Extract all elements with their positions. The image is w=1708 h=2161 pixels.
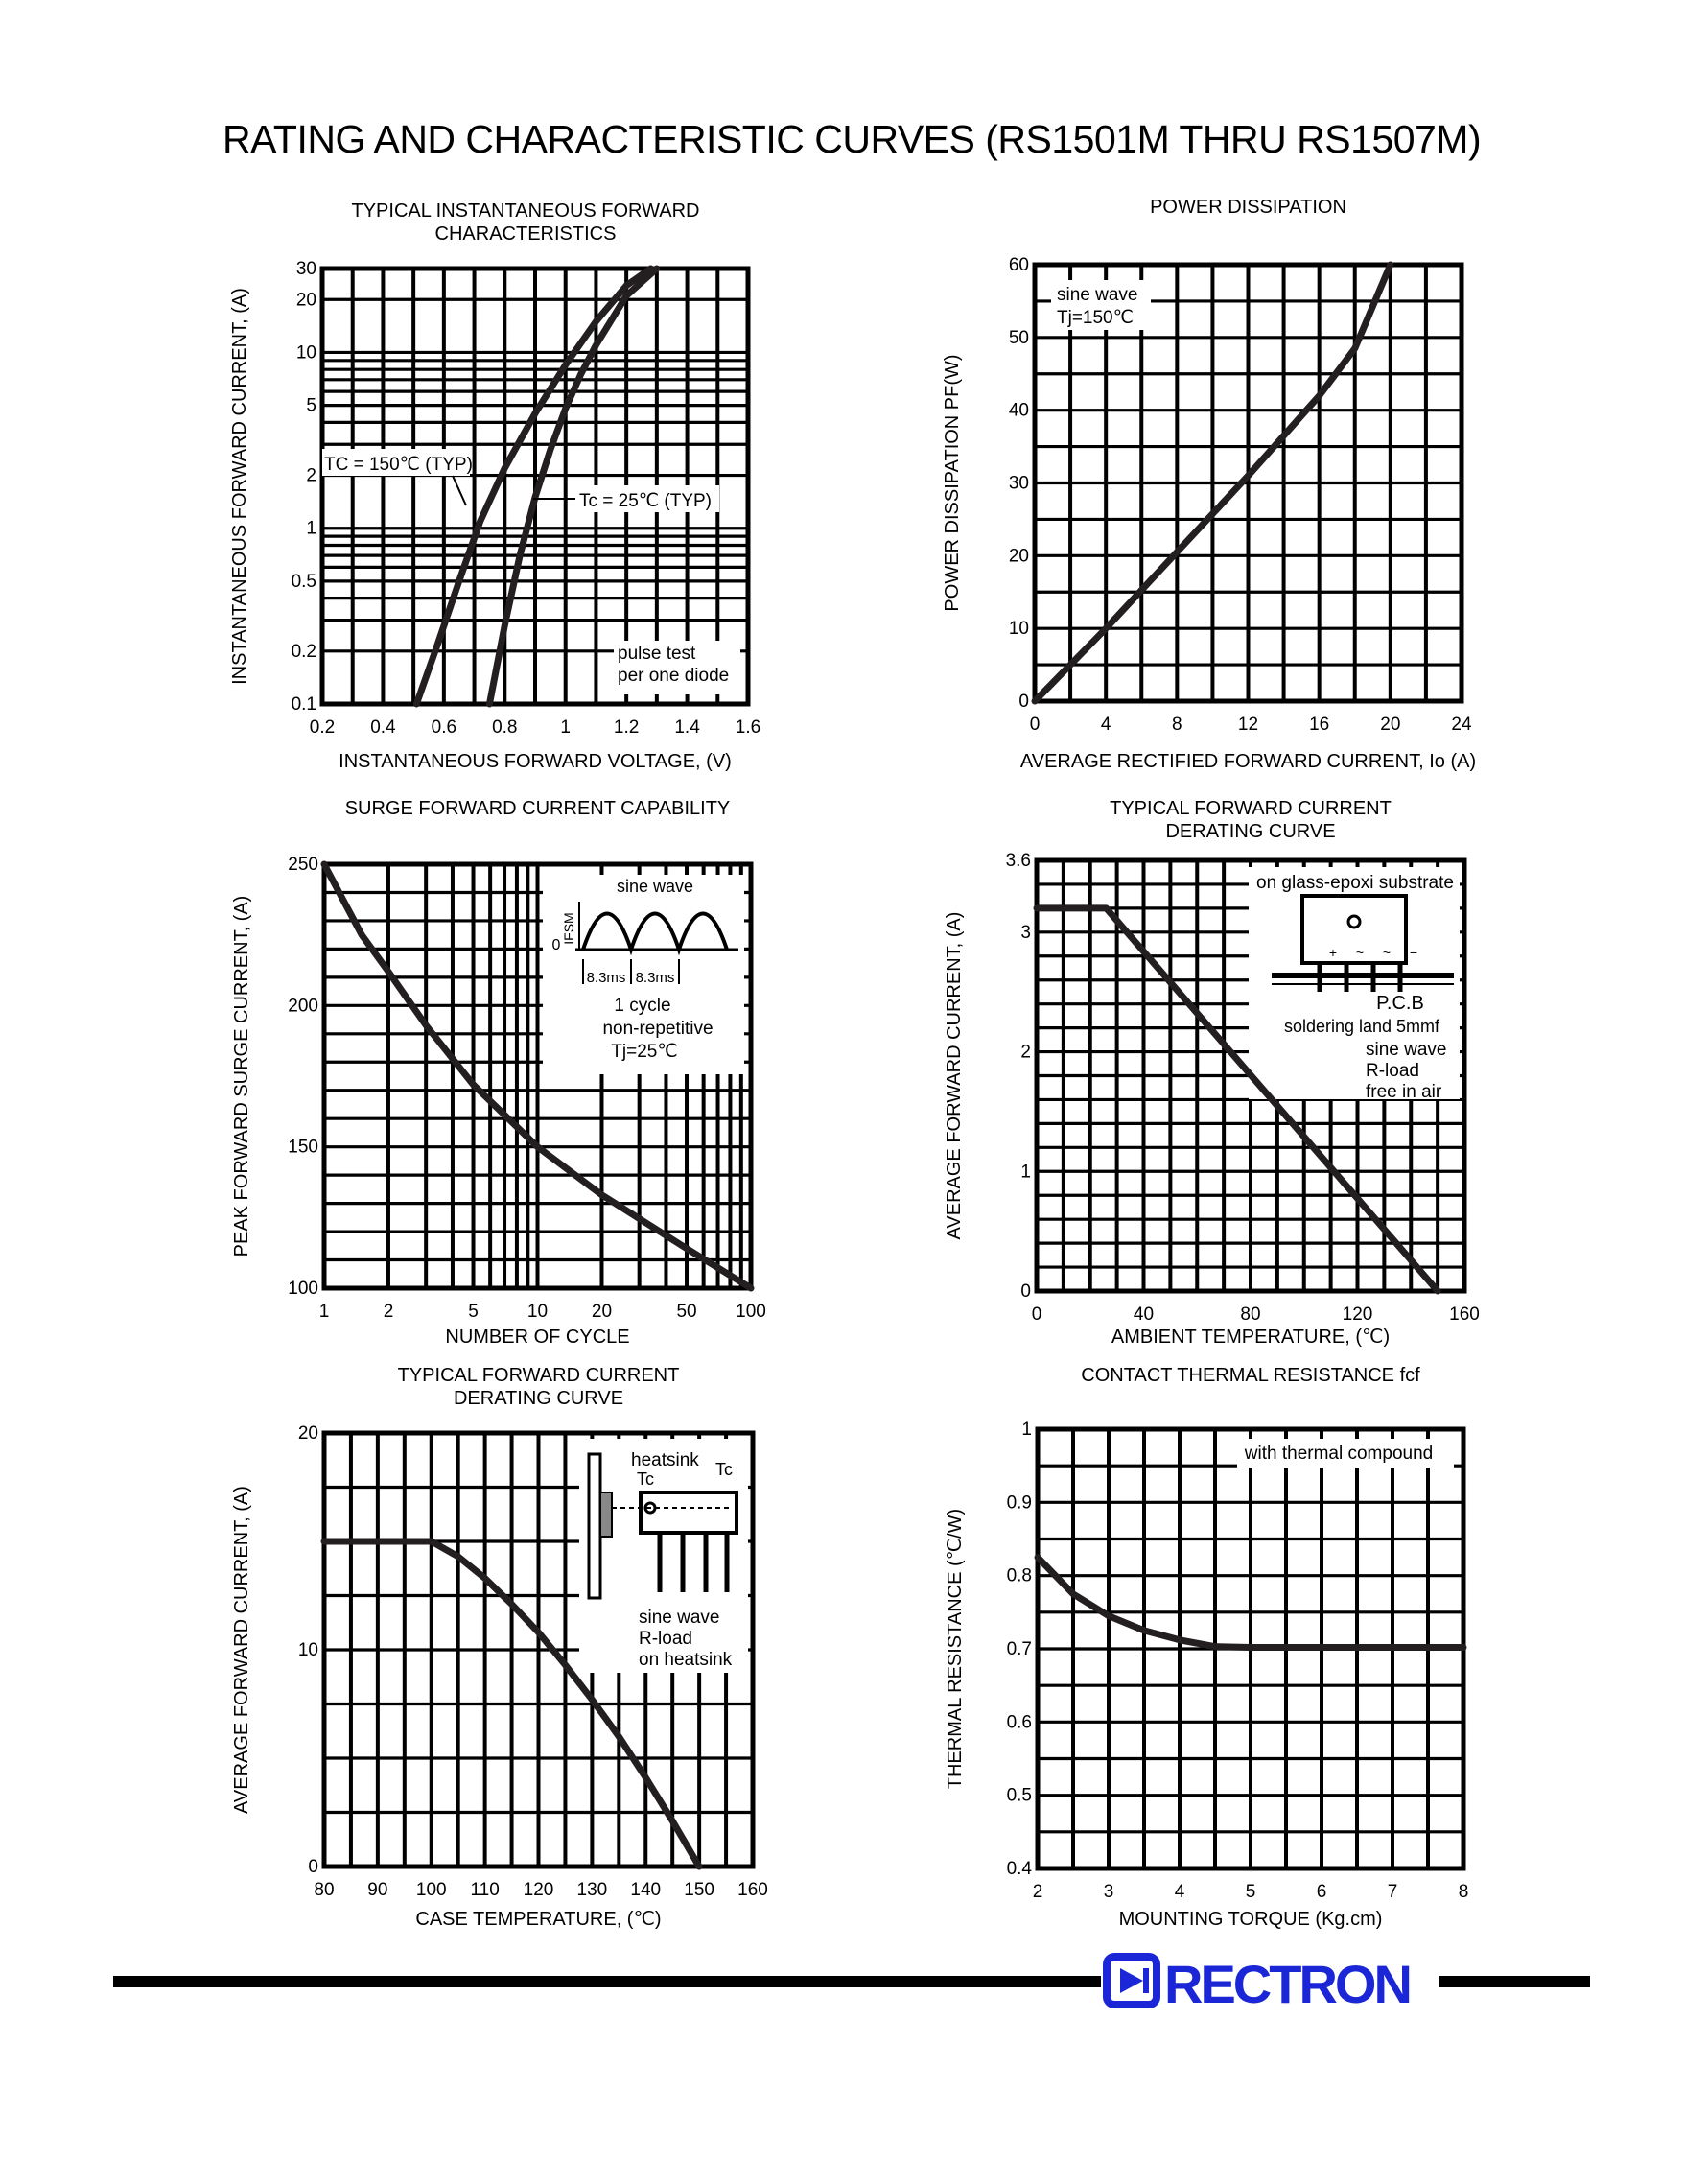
y-tick-label: 150	[288, 1137, 318, 1158]
x-tick-label: 8	[1172, 715, 1182, 735]
heatsink-icon	[600, 1492, 612, 1537]
inset-period-label: 8.3ms	[586, 970, 626, 986]
y-axis-label: THERMAL RESISTANCE (℃/W)	[945, 1508, 966, 1790]
x-tick-label: 10	[526, 1302, 549, 1322]
chart-derate_case	[231, 1365, 768, 1930]
y-tick-label: 0.5	[291, 571, 316, 592]
x-tick-label: 6	[1316, 1882, 1327, 1902]
x-tick-label: 80	[314, 1880, 335, 1900]
x-tick-label: 0	[1031, 1304, 1042, 1325]
x-axis-label: AVERAGE RECTIFIED FORWARD CURRENT, Io (A)	[1019, 751, 1477, 772]
x-tick-label: 120	[1342, 1304, 1373, 1325]
annotation: 1 cycle	[614, 996, 671, 1016]
x-tick-label: 40	[1133, 1304, 1155, 1325]
x-axis-label: CASE TEMPERATURE, (℃)	[415, 1909, 662, 1930]
y-tick-label: 200	[288, 996, 318, 1017]
y-axis-label: INSTANTANEOUS FORWARD CURRENT, (A)	[229, 288, 250, 685]
y-tick-label: 0.6	[1006, 1712, 1032, 1733]
chart-title: TYPICAL FORWARD CURRENT	[397, 1365, 680, 1386]
page-title: RATING AND CHARACTERISTIC CURVES (RS1501M THRU RS1507M)	[222, 117, 1482, 161]
chart-title: TYPICAL FORWARD CURRENT	[1110, 798, 1392, 819]
x-tick-label: 20	[1380, 715, 1401, 735]
inset-zero-label: 0	[551, 937, 561, 953]
footer-rule-right	[1439, 1976, 1590, 1987]
inset-tc-label: Tc	[637, 1469, 654, 1489]
chart-title: CONTACT THERMAL RESISTANCE fcf	[1081, 1365, 1420, 1386]
x-tick-label: 20	[591, 1302, 613, 1322]
x-tick-label: 0	[1029, 715, 1041, 735]
annotation: per one diode	[618, 666, 730, 686]
x-tick-label: 80	[1240, 1304, 1261, 1325]
x-tick-label: 120	[523, 1880, 554, 1900]
x-tick-label: 140	[630, 1880, 662, 1900]
y-tick-label: 0.1	[291, 694, 316, 715]
x-tick-label: 110	[470, 1880, 500, 1900]
x-tick-label: 160	[1449, 1304, 1480, 1325]
annotation: with thermal compound	[1244, 1444, 1434, 1464]
y-axis-label: AVERAGE FORWARD CURRENT, (A)	[231, 1486, 252, 1814]
y-tick-label: 20	[297, 1423, 318, 1444]
annotation: sine wave	[639, 1608, 720, 1628]
y-tick-label: 0	[1020, 1281, 1031, 1302]
x-tick-label: 7	[1387, 1882, 1398, 1902]
x-axis-label: NUMBER OF CYCLE	[445, 1327, 630, 1348]
y-tick-label: 40	[1008, 400, 1029, 421]
chart-title: CHARACTERISTICS	[434, 223, 617, 245]
series-label: TC = 150℃ (TYP)	[324, 455, 473, 475]
annotation: R-load	[639, 1629, 692, 1649]
x-tick-label: 2	[383, 1302, 394, 1322]
y-tick-label: 10	[1008, 619, 1029, 640]
y-tick-label: 30	[1008, 473, 1029, 494]
x-tick-label: 0.6	[431, 717, 457, 738]
y-axis-label: AVERAGE FORWARD CURRENT, (A)	[944, 911, 965, 1240]
x-tick-label: 8	[1458, 1882, 1469, 1902]
y-tick-label: 250	[288, 855, 318, 875]
y-tick-label: 50	[1008, 327, 1029, 348]
y-tick-label: 0.8	[1006, 1565, 1032, 1586]
x-tick-label: 1	[318, 1302, 330, 1322]
leader-line	[453, 476, 466, 505]
annotation: on glass-epoxi substrate	[1256, 873, 1454, 893]
y-tick-label: 20	[295, 290, 316, 311]
brand-logo	[1101, 1951, 1446, 2018]
x-tick-label: 1.2	[613, 717, 640, 738]
x-tick-label: 100	[736, 1302, 766, 1322]
y-tick-label: 1	[306, 518, 316, 539]
chart-thermal	[945, 1365, 1468, 1930]
chart-title: TYPICAL INSTANTANEOUS FORWARD	[351, 200, 700, 222]
terminal-mark: +	[1328, 945, 1338, 960]
terminal-mark: ~	[1382, 945, 1392, 960]
inset-pcb-label: P.C.B	[1376, 993, 1424, 1014]
annotation: sine wave	[1057, 285, 1138, 305]
annotation: on heatsink	[639, 1650, 733, 1670]
chart-title: DERATING CURVE	[453, 1388, 624, 1409]
annotation: Tj=25℃	[611, 1042, 678, 1062]
pcb-icon	[1272, 973, 1454, 978]
y-tick-label: 60	[1008, 255, 1029, 275]
y-tick-label: 0.9	[1006, 1492, 1032, 1514]
inset-ifsm-label: IFSM	[561, 912, 576, 945]
y-tick-label: 2	[306, 465, 316, 486]
series-label: Tc = 25℃ (TYP)	[579, 491, 713, 511]
annotation: non-repetitive	[602, 1019, 714, 1039]
x-tick-label: 1	[560, 717, 572, 738]
x-tick-label: 130	[576, 1880, 608, 1900]
x-tick-label: 1.6	[735, 717, 761, 738]
y-tick-label: 5	[306, 395, 316, 416]
x-tick-label: 5	[468, 1302, 479, 1322]
chart-surge	[231, 798, 766, 1348]
y-tick-label: 20	[1008, 546, 1029, 567]
chart-fwd	[229, 200, 760, 772]
terminal-mark: −	[1409, 945, 1418, 960]
y-tick-label: 10	[295, 342, 316, 364]
y-tick-label: 1	[1021, 1420, 1032, 1440]
x-tick-label: 1.4	[674, 717, 700, 738]
y-tick-label: 0.2	[291, 641, 316, 662]
y-tick-label: 100	[288, 1279, 318, 1299]
footer-rule	[113, 1976, 1101, 1987]
y-tick-label: 1	[1020, 1162, 1031, 1183]
chart-title: SURGE FORWARD CURRENT CAPABILITY	[344, 798, 731, 819]
x-tick-label: 90	[367, 1880, 388, 1900]
chart-title: DERATING CURVE	[1165, 821, 1336, 842]
x-tick-label: 2	[1032, 1882, 1043, 1902]
x-axis-label: INSTANTANEOUS FORWARD VOLTAGE, (V)	[339, 751, 732, 772]
annotation: pulse test	[618, 644, 696, 664]
x-tick-label: 0.8	[492, 717, 518, 738]
x-tick-label: 100	[415, 1880, 447, 1900]
x-tick-label: 150	[684, 1880, 714, 1900]
y-tick-label: 0	[308, 1857, 318, 1877]
y-axis-label: PEAK FORWARD SURGE CURRENT, (A)	[231, 895, 252, 1257]
chart-derate_ambient	[944, 798, 1480, 1348]
chart-title: POWER DISSIPATION	[1150, 197, 1346, 218]
x-tick-label: 12	[1237, 715, 1259, 735]
x-tick-label: 4	[1174, 1882, 1185, 1902]
inset-wave-label: sine wave	[616, 877, 694, 896]
y-tick-label: 3	[1020, 922, 1031, 943]
y-tick-label: 3.6	[1005, 851, 1031, 871]
annotation: soldering land 5mmf	[1283, 1017, 1440, 1036]
x-tick-label: 4	[1100, 715, 1111, 735]
y-tick-label: 0	[1018, 692, 1029, 712]
x-tick-label: 3	[1103, 1882, 1114, 1902]
y-axis-label: POWER DISSIPATION PF(W)	[942, 354, 963, 612]
chart-power	[942, 197, 1476, 772]
y-tick-label: 2	[1020, 1042, 1031, 1063]
x-tick-label: 5	[1245, 1882, 1256, 1902]
y-tick-label: 0.4	[1006, 1859, 1032, 1879]
annotation: free in air	[1366, 1082, 1442, 1102]
x-tick-label: 50	[676, 1302, 697, 1322]
x-tick-label: 24	[1451, 715, 1472, 735]
x-axis-label: MOUNTING TORQUE (Kg.cm)	[1118, 1909, 1383, 1930]
x-tick-label: 16	[1309, 715, 1330, 735]
y-tick-label: 0.7	[1006, 1639, 1032, 1659]
y-tick-label: 10	[297, 1640, 318, 1660]
y-tick-label: 30	[295, 259, 316, 279]
y-tick-label: 0.5	[1006, 1785, 1032, 1806]
annotation: sine wave	[1366, 1040, 1447, 1060]
brand-name: RECTRON	[1164, 1954, 1410, 2014]
x-tick-label: 0.2	[309, 717, 336, 738]
annotation: R-load	[1366, 1061, 1419, 1081]
annotation: Tj=150℃	[1057, 308, 1134, 328]
x-tick-label: 160	[737, 1880, 768, 1900]
terminal-mark: ~	[1355, 945, 1365, 960]
inset-heatsink-label: heatsink	[631, 1450, 699, 1470]
x-tick-label: 0.4	[370, 717, 396, 738]
inset-period-label: 8.3ms	[635, 970, 675, 986]
inset-tc-label: Tc	[715, 1460, 733, 1479]
x-axis-label: AMBIENT TEMPERATURE, (℃)	[1111, 1327, 1391, 1348]
